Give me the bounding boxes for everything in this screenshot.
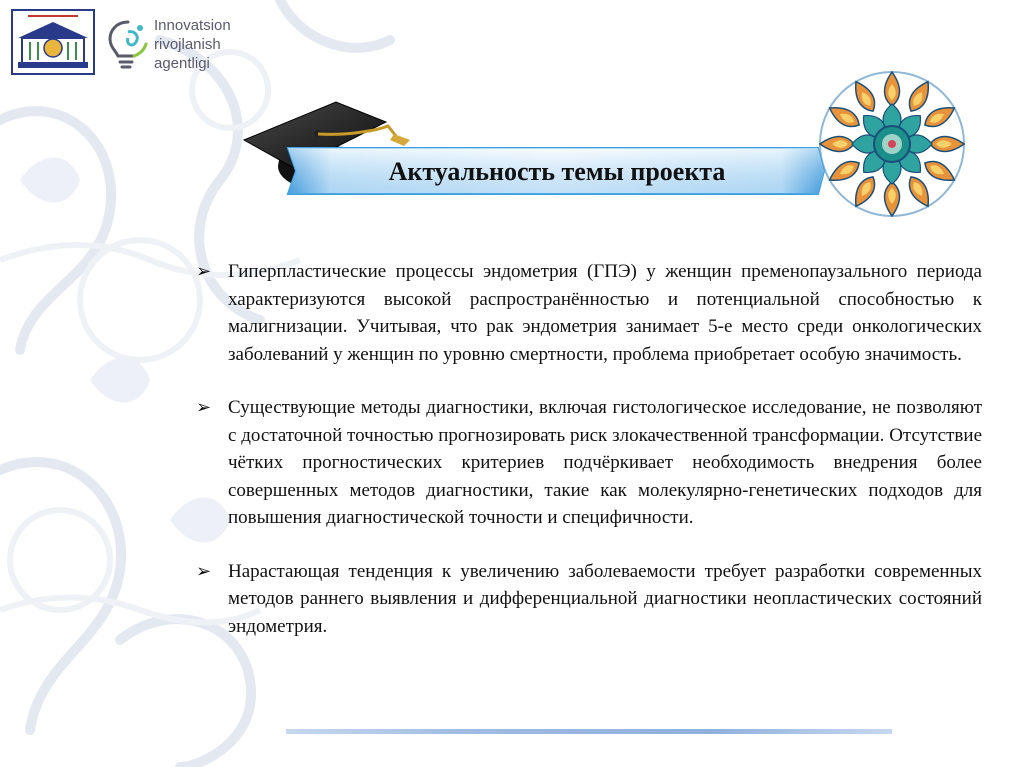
agency-name-line-1: Innovatsion [154,17,231,34]
bullet-text: Существующие методы диагностики, включая гистологическое исследование, не позволяют с достаточной точностью прогнозировать риск злокачественной трансформации. Отсутствие чётких прогностических критериев подчёркивает необходимость внедрения более совершенных методов диагностики, такие как молекулярно-генетических подходов для повышения диагностической точности и специфичности. [228,397,982,528]
mandala-ornament-icon [812,66,972,222]
agency-name [154,16,231,73]
agency-bulb-icon [104,18,152,70]
university-logo [8,8,98,78]
content-list [196,258,982,666]
bottom-divider [286,729,892,734]
slide-title: Актуальность темы проекта [388,157,726,186]
bullet-text: Нарастающая тенденция к увеличению заболеваемости требует разработки современных методов раннего выявления и дифференциальной диагностики неопластических состояний эндометрия. [228,560,982,637]
agency-name-line-2: rivojlanish [154,36,221,53]
bullet-text: Гиперпластические процессы эндометрия (ГПЭ) у женщин пременопаузального периода характеризуются высокой распространённостью и потенциальной способностью к малигнизации. Учитывая, что рак эндометрия занимает 5-е место среди онкологических заболеваний у женщин по уровню смертности, проблема приобретает особую значимость. [228,261,982,365]
list-item [196,258,982,368]
list-item [196,394,982,532]
arrow-bullet-icon: ➢ [196,261,212,281]
arrow-bullet-icon: ➢ [196,560,212,581]
list-item [196,558,982,641]
agency-name-line-3: agentligi [154,55,210,72]
arrow-bullet-icon: ➢ [196,397,212,417]
